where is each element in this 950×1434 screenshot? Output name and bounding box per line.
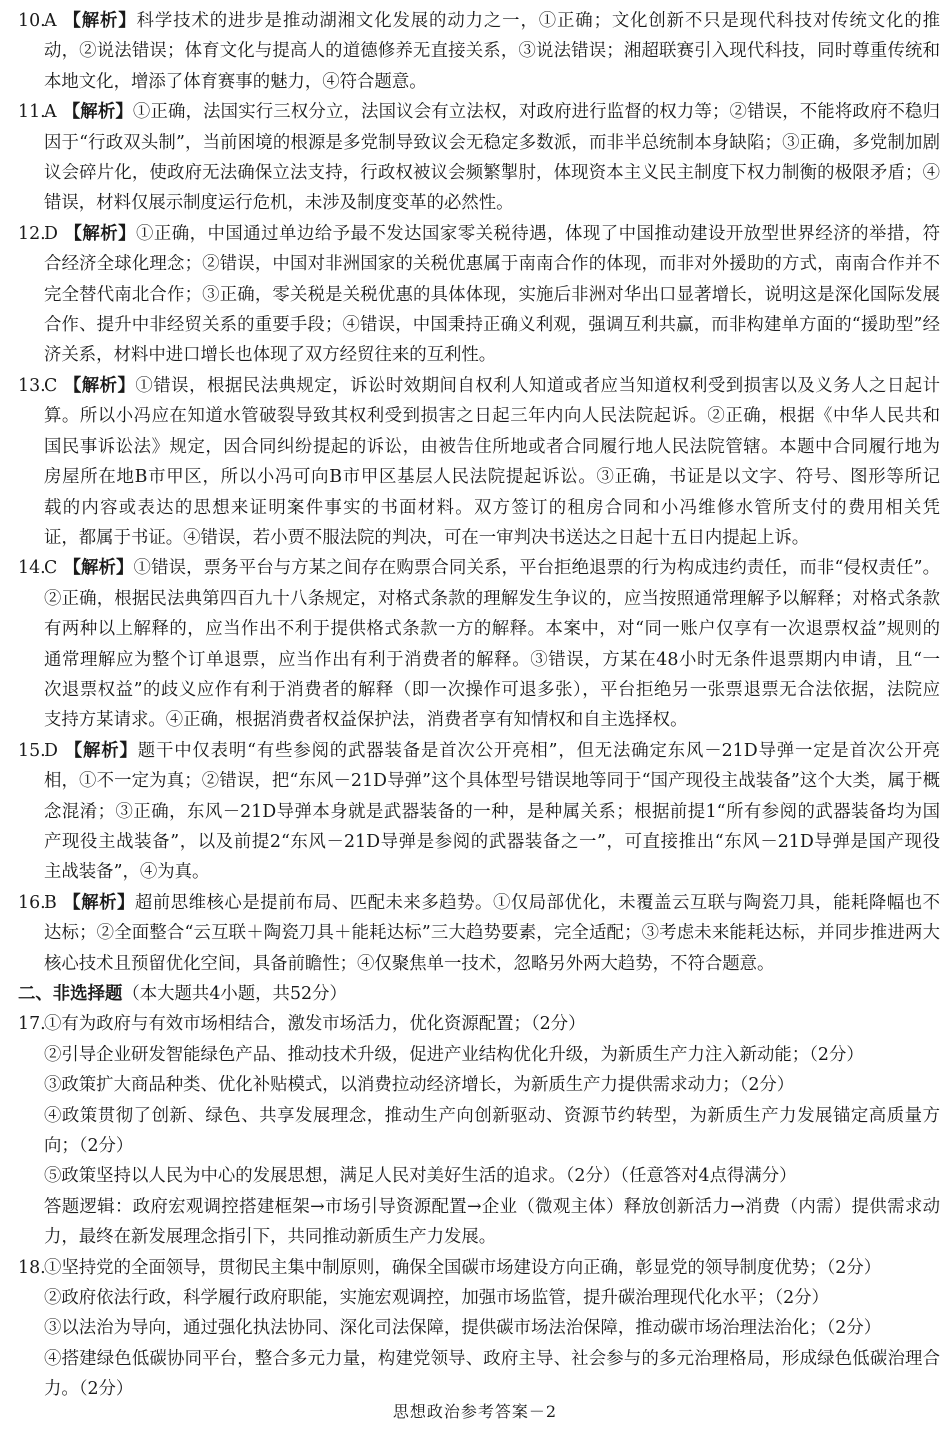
item-answer: D bbox=[44, 740, 58, 761]
item-text-line: ②正确，根据民法典第四百九十八条规定，对格式条款的理解发生争议的，应当按照通常理解予以解释；对格式条款 bbox=[44, 588, 940, 609]
question-17 bbox=[18, 1009, 940, 1252]
item-text-line: 产现役主战装备”，以及前提2“东风－21D导弹是参阅的武器装备之一”，可直接推出“东风－21D导弹是国产现役 bbox=[44, 831, 940, 852]
item-number: 11. bbox=[18, 102, 46, 123]
answer-point: ⑤政策坚持以人民为中心的发展思想，满足人民对美好生活的追求。（2分）（任意答对4点得满分） bbox=[44, 1166, 797, 1187]
item-text-line: ①错误，票务平台与方某之间存在购票合同关系，平台拒绝退票的行为构成违约责任，而非“侵权责任”。 bbox=[133, 558, 940, 579]
item-text-line: 完全替代南北合作；③正确，零关税是关税优惠的具体体现，实施后非洲对华出口显著增长，说明这是深化国际发展 bbox=[44, 284, 940, 305]
item-text-line: 因于“行政双头制”，当前困境的根源是多党制导致议会无稳定多数派，而非半总统制本身缺陷；③正确，多党制加剧 bbox=[44, 132, 940, 153]
analysis-tag: 【解析】 bbox=[62, 11, 137, 31]
answer-item-11 bbox=[18, 97, 940, 219]
answer-point: ④政策贯彻了创新、绿色、共享发展理念，推动生产向创新驱动、资源节约转型，为新质生产力发展锚定高质量方 bbox=[44, 1105, 940, 1126]
answer-item-14 bbox=[18, 553, 940, 735]
answer-point: 向；（2分） bbox=[44, 1136, 134, 1157]
answer-item-10 bbox=[18, 6, 940, 97]
item-number: 15. bbox=[18, 740, 46, 761]
page-footer: 思想政治参考答案－2 bbox=[392, 1402, 558, 1421]
section-title: 二、非选择题 bbox=[18, 984, 123, 1004]
item-number: 16. bbox=[18, 892, 46, 913]
item-text-line: 念混淆；③正确，东风－21D导弹本身就是武器装备的一种，是种属关系；根据前提1“所有参阅的武器装备均为国 bbox=[44, 801, 940, 822]
item-text-line: 国民事诉讼法》规定，因合同纠纷提起的诉讼，由被告住所地或者合同履行地人民法院管辖。本题中合同履行地为 bbox=[44, 436, 940, 457]
item-text-line: 动，②说法错误；体育文化与提高人的道德修养无直接关系，③说法错误；湘超联赛引入现代科技，同时尊重传统和 bbox=[44, 41, 940, 62]
item-text-line: 主战装备”，④为真。 bbox=[44, 862, 210, 883]
item-number: 13. bbox=[18, 375, 46, 396]
answer-point: 力。（2分） bbox=[44, 1379, 134, 1400]
answer-point: ③以法治为导向，通过强化执法协同、深化司法保障，提供碳市场法治保障，推动碳市场治理法治化；（2分） bbox=[44, 1318, 882, 1339]
analysis-tag: 【解析】 bbox=[62, 102, 133, 123]
analysis-tag: 【解析】 bbox=[63, 740, 138, 761]
item-answer: C bbox=[44, 375, 58, 396]
item-text-line: 错误，材料仅展示制度运行危机，未涉及制度变革的必然性。 bbox=[44, 193, 514, 214]
section-heading bbox=[18, 979, 940, 1009]
question-number: 17. bbox=[18, 1014, 46, 1035]
answer-point: ①有为政府与有效市场相结合，激发市场活力，优化资源配置；（2分） bbox=[44, 1014, 586, 1035]
item-text-line: 本地文化，增添了体育赛事的魅力，④符合题意。 bbox=[44, 71, 427, 92]
item-text-line: 证，都属于书证。④错误，若小贾不服法院的判决，可在一审判决书送达之日起十五日内提起上诉。 bbox=[44, 527, 810, 548]
answer-logic: 力，最终在新发展理念指引下，共同推动新质生产力发展。 bbox=[44, 1227, 497, 1248]
item-text-line: 科学技术的进步是推动湖湘文化发展的动力之一，①正确；文化创新不只是现代科技对传统文化的推 bbox=[136, 11, 940, 31]
answer-point: ②引导企业研发智能绿色产品、推动技术升级，促进产业结构优化升级，为新质生产力注入新动能；（2分） bbox=[44, 1044, 864, 1065]
item-number: 10. bbox=[18, 11, 46, 31]
item-text-line: 达标；②全面整合“云互联＋陶瓷刀具＋能耗达标”三大趋势要素，完全适配；③考虑未来能耗达标，并同步推进两大 bbox=[44, 923, 940, 944]
item-text-line: 题干中仅表明“有些参阅的武器装备是首次公开亮相”，但无法确定东风－21D导弹一定是首次公开亮 bbox=[137, 740, 940, 761]
item-answer: A bbox=[44, 11, 57, 31]
answer-point: ①坚持党的全面领导，贯彻民主集中制原则，确保全国碳市场建设方向正确，彰显党的领导制度优势；（2分） bbox=[44, 1257, 882, 1278]
item-text-line: 议会碎片化，使政府无法确保立法支持，行政权被议会频繁掣肘，体现资本主义民主制度下权力制衡的极限矛盾；④ bbox=[44, 163, 940, 184]
item-text-line: 核心技术且预留优化空间，具备前瞻性；④仅聚焦单一技术，忽略另外两大趋势，不符合题意。 bbox=[44, 953, 775, 974]
item-text-line: 支持方某请求。④正确，根据消费者权益保护法，消费者享有知情权和自主选择权。 bbox=[44, 710, 688, 731]
item-text-line: 合经济全球化理念；②错误，中国对非洲国家的关税优惠属于南南合作的体现，而非对外援助的方式，南南合作并不 bbox=[44, 254, 940, 275]
item-number: 12. bbox=[18, 223, 46, 244]
analysis-tag: 【解析】 bbox=[62, 892, 135, 913]
item-text-line: 次退票权益”的歧义应作有利于消费者的解释（即一次操作可退多张），平台拒绝另一张票退票无合法依据，法院应 bbox=[44, 679, 940, 700]
analysis-tag: 【解析】 bbox=[63, 558, 134, 579]
question-18 bbox=[18, 1253, 940, 1405]
answer-item-15 bbox=[18, 736, 940, 888]
answer-point: ③政策扩大商品种类、优化补贴模式，以消费拉动经济增长，为新质生产力提供需求动力；（2分） bbox=[44, 1075, 795, 1096]
item-text-line: 超前思维核心是提前布局、匹配未来多趋势。①仅局部优化，未覆盖云互联与陶瓷刀具，能耗降幅也不 bbox=[134, 892, 940, 913]
answer-logic: 答题逻辑：政府宏观调控搭建框架→市场引导资源配置→企业（微观主体）释放创新活力→消费（内需）提供需求动 bbox=[44, 1196, 940, 1217]
item-text-line: 通常理解应为整个订单退票，应当作出有利于消费者的解释。③错误，方某在48小时无条件退票期内申请，且“一 bbox=[44, 649, 940, 670]
answer-point: ④搭建绿色低碳协同平台，整合多元力量，构建党领导、政府主导、社会参与的多元治理格局，形成绿色低碳治理合 bbox=[44, 1348, 940, 1369]
item-text-line: 房屋所在地B市甲区，所以小冯可向B市甲区基层人民法院提起诉讼。③正确，书证是以文字、符号、图形等所记 bbox=[44, 467, 940, 488]
analysis-tag: 【解析】 bbox=[63, 223, 136, 244]
item-answer: C bbox=[44, 558, 58, 579]
item-answer: D bbox=[44, 223, 58, 244]
item-text-line: ①正确，中国通过单边给予最不发达国家零关税待遇，体现了中国推动建设开放型世界经济的举措，符 bbox=[135, 223, 940, 244]
item-text-line: 载的内容或表达的思想来证明案件事实的书面材料。双方签订的租房合同和小冯维修水管所支付的费用相关凭 bbox=[44, 497, 940, 518]
item-number: 14. bbox=[18, 558, 46, 579]
analysis-tag: 【解析】 bbox=[63, 375, 136, 396]
item-answer: B bbox=[44, 892, 57, 913]
question-number: 18. bbox=[18, 1257, 46, 1278]
item-text-line: ①错误，根据民法典规定，诉讼时效期间自权利人知道或者应当知道权利受到损害以及义务人之日起计 bbox=[135, 375, 940, 396]
item-text-line: 济关系，材料中进口增长也体现了双方经贸往来的互利性。 bbox=[44, 345, 497, 366]
section-subtitle: （本大题共4小题，共52分） bbox=[122, 984, 347, 1004]
item-text-line: 算。所以小冯应在知道水管破裂导致其权利受到损害之日起三年内向人民法院起诉。②正确，根据《中华人民共和 bbox=[44, 406, 940, 427]
answer-item-16 bbox=[18, 888, 940, 979]
answer-item-13 bbox=[18, 371, 940, 553]
item-text-line: 有两种以上解释的，应当作出不利于提供格式条款一方的解释。本案中，对“同一账户仅享有一次退票权益”规则的 bbox=[44, 619, 940, 640]
item-text-line: 合作、提升中非经贸关系的重要手段；④错误，中国秉持正确义利观，强调互利共赢，而非构建单方面的“援助型”经 bbox=[44, 315, 940, 336]
answer-content bbox=[18, 6, 940, 1405]
answer-item-12 bbox=[18, 219, 940, 371]
item-answer: A bbox=[44, 102, 57, 123]
answer-point: ②政府依法行政，科学履行政府职能，实施宏观调控，加强市场监管，提升碳治理现代化水平；（2分） bbox=[44, 1288, 829, 1309]
item-text-line: 相，①不一定为真；②错误，把“东风－21D导弹”这个具体型号错误地等同于“国产现役主战装备”这个大类，属于概 bbox=[44, 771, 940, 792]
item-text-line: ①正确，法国实行三权分立，法国议会有立法权，对政府进行监督的权力等；②错误，不能将政府不稳归 bbox=[132, 102, 940, 123]
